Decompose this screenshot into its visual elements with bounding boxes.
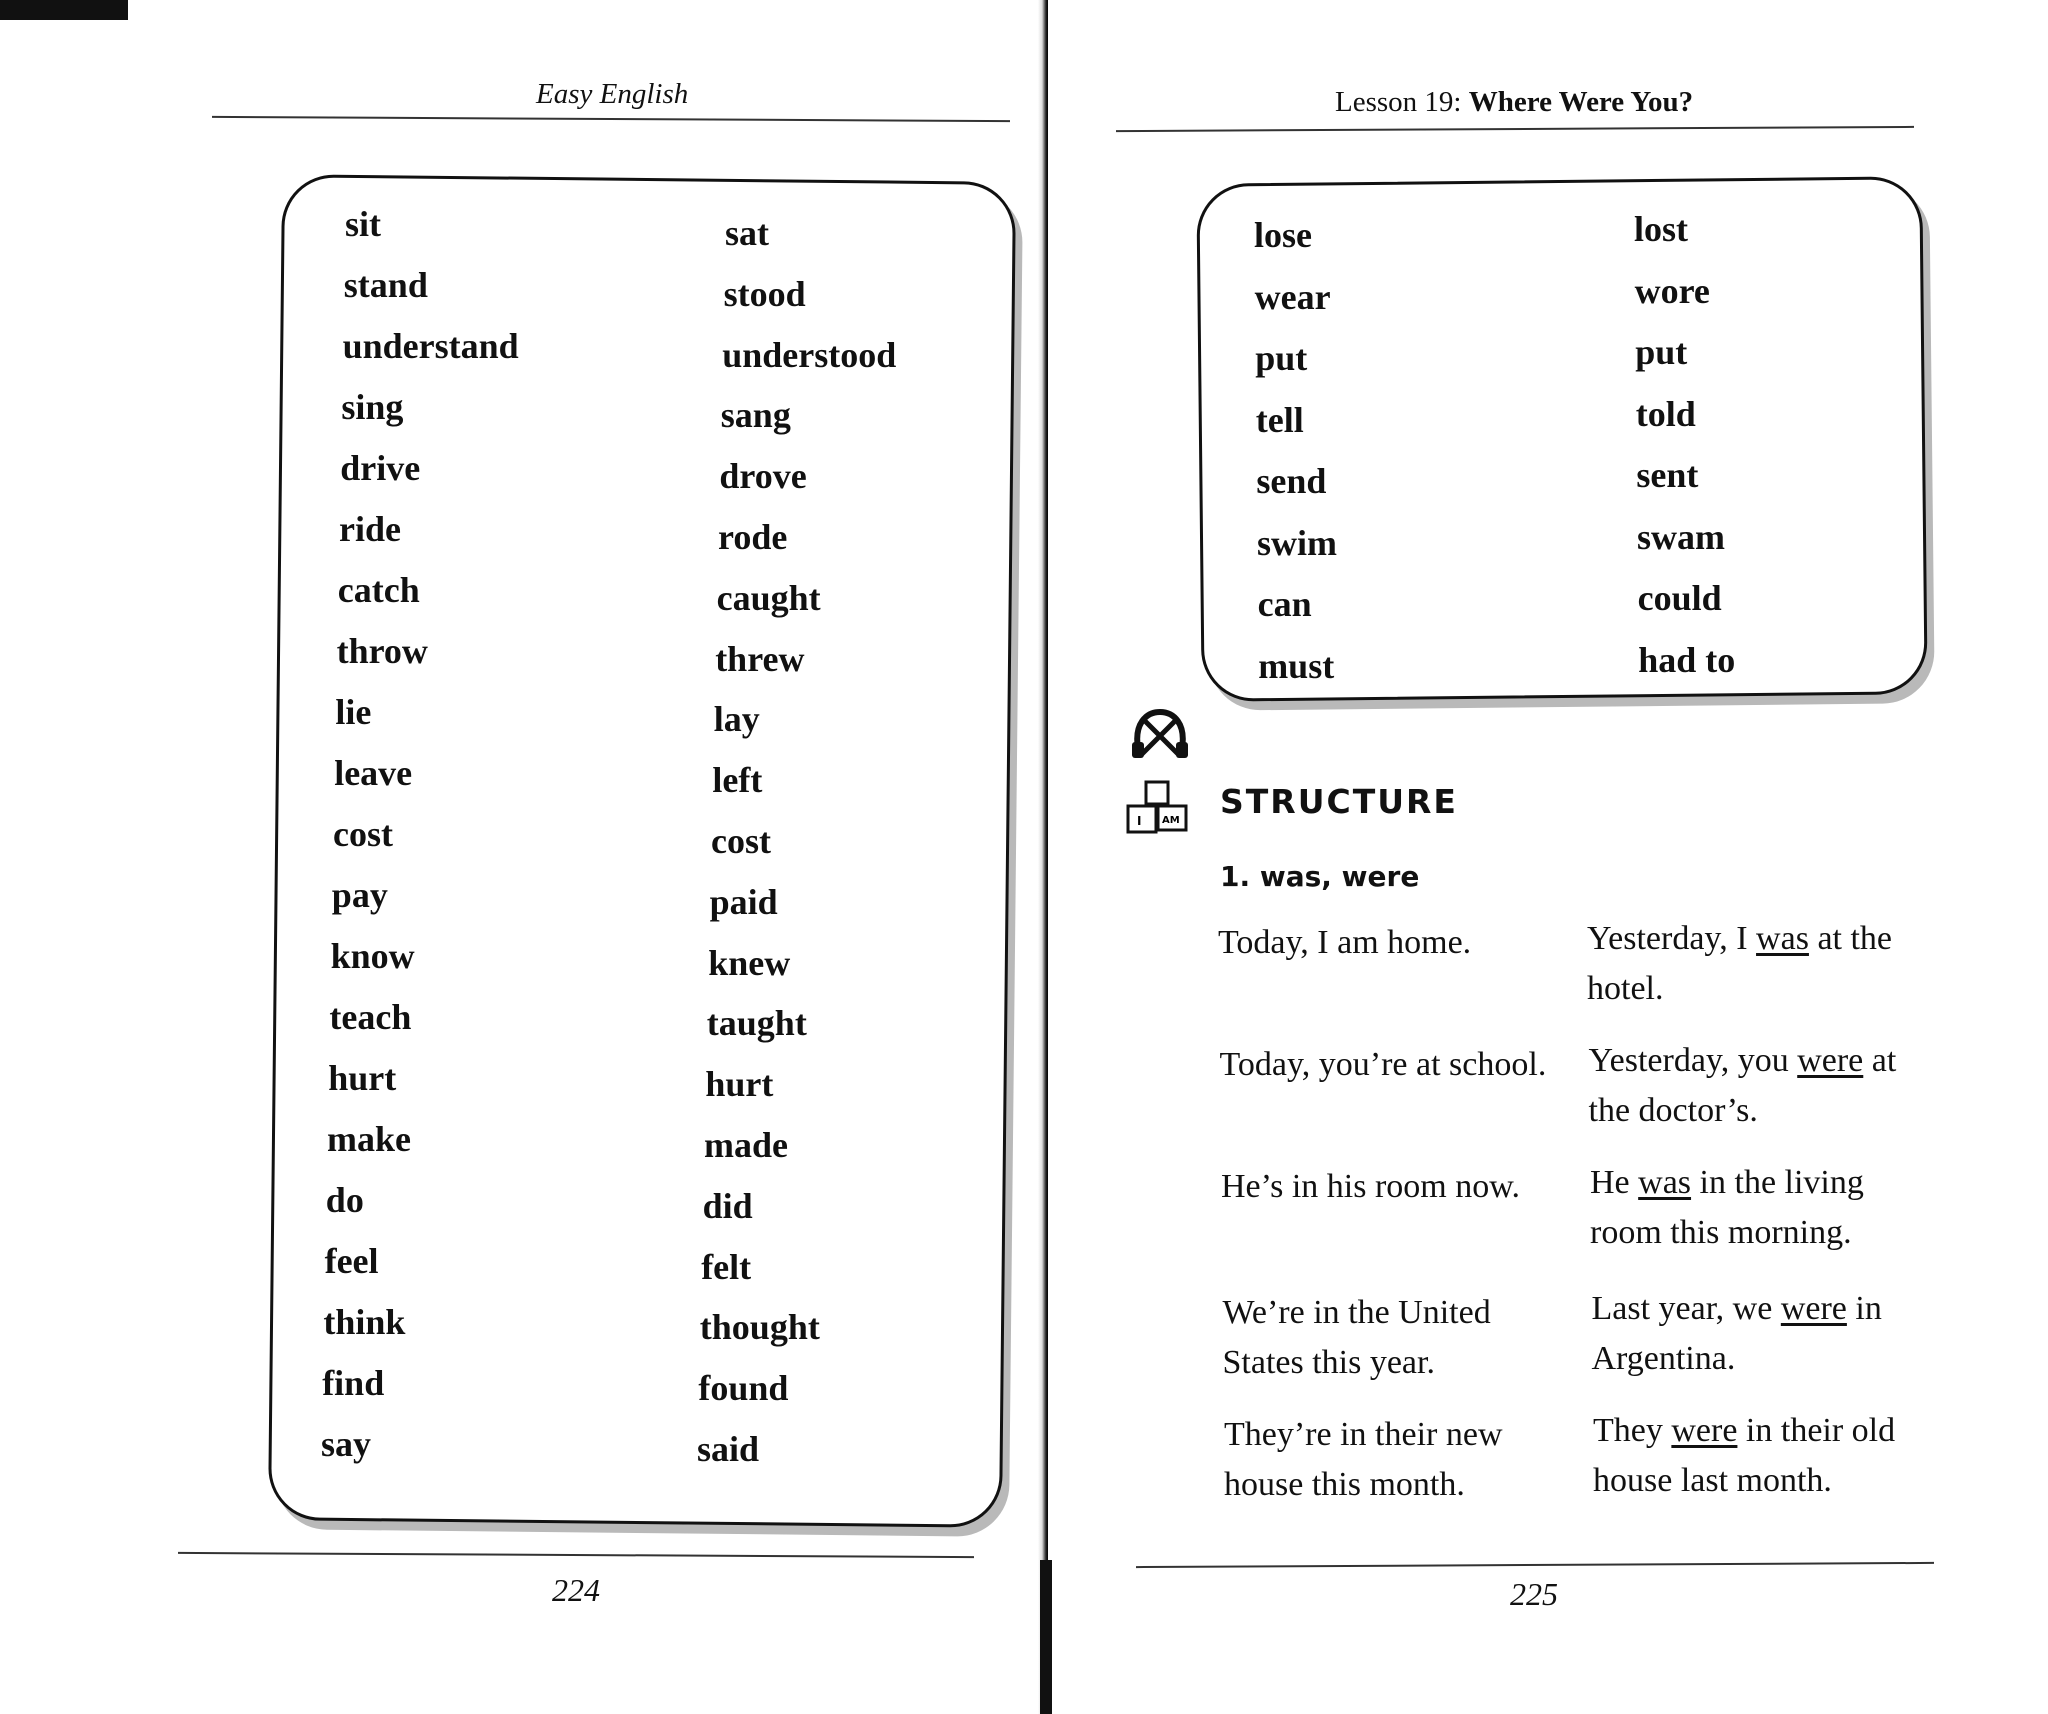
- example-key-verb: were: [1780, 1290, 1847, 1327]
- verb-base-form: must: [1258, 645, 1335, 686]
- verb-base-form: feel: [324, 1241, 379, 1281]
- verb-base-form: wear: [1254, 276, 1331, 317]
- verb-past-form: thought: [699, 1307, 820, 1348]
- example-past-text: They: [1593, 1412, 1672, 1449]
- verb-past-form: said: [697, 1429, 760, 1469]
- verb-past-form: could: [1637, 578, 1722, 618]
- verb-past-form: threw: [715, 638, 805, 679]
- verb-base-form: find: [322, 1363, 385, 1403]
- verb-base-form: do: [325, 1180, 364, 1220]
- headphones-icon: [1128, 704, 1192, 762]
- left-page-number: 224: [552, 1572, 600, 1608]
- verb-past-form: drove: [719, 456, 807, 497]
- book-spine-shadow: [1040, 1560, 1052, 1714]
- verb-past-form: had to: [1638, 639, 1736, 680]
- example-past: [1590, 1158, 1935, 1258]
- verb-base-form: swim: [1257, 522, 1337, 563]
- example-past: [1587, 914, 1932, 1014]
- example-past-text: in the living room this morning.: [1590, 1164, 1873, 1251]
- verb-past-form: wore: [1634, 270, 1710, 311]
- verb-base-form: tell: [1255, 399, 1304, 440]
- verb-base-form: make: [327, 1119, 411, 1159]
- verb-past-form: lay: [713, 699, 760, 740]
- blocks-icon: [1122, 778, 1192, 838]
- verb-past-form: sat: [725, 213, 769, 253]
- verb-base-form: send: [1256, 461, 1327, 501]
- right-page-number: 225: [1510, 1576, 1558, 1612]
- example-past-text: He: [1590, 1164, 1639, 1201]
- verb-base-form: stand: [343, 265, 428, 305]
- verb-base-form: teach: [329, 997, 412, 1037]
- verb-past-form: rode: [718, 517, 788, 557]
- verb-base-form: think: [323, 1302, 406, 1342]
- verb-base-form: understand: [342, 326, 519, 366]
- left-footer-rule: [178, 1552, 974, 1558]
- example-past-text: Yesterday, I: [1587, 920, 1757, 957]
- verb-past-form: made: [704, 1125, 788, 1165]
- book-spine: [1038, 0, 1048, 1714]
- verb-base-form: leave: [334, 753, 413, 793]
- verb-base-form: put: [1255, 338, 1308, 378]
- example-past-text: at the hotel.: [1587, 920, 1901, 1007]
- verb-base-form: sing: [341, 387, 404, 427]
- lesson-label: Lesson 19:: [1335, 86, 1462, 118]
- verb-past-form: caught: [716, 577, 821, 618]
- verb-past-form: paid: [709, 881, 778, 922]
- example-past: [1589, 1036, 1934, 1136]
- verb-past-form: cost: [711, 821, 771, 861]
- verb-past-form: sent: [1636, 455, 1699, 495]
- verb-past-form: swam: [1637, 516, 1725, 557]
- verb-base-form: lose: [1254, 215, 1312, 255]
- example-past-text: in Argentina.: [1591, 1290, 1889, 1377]
- verb-past-form: did: [702, 1185, 753, 1226]
- example-key-verb: was: [1638, 1164, 1692, 1201]
- example-past-text: at the doctor’s.: [1588, 1042, 1905, 1129]
- verb-past-form: understood: [722, 334, 897, 375]
- left-header-rule: [212, 116, 1010, 122]
- example-past-text: Last year, we: [1591, 1290, 1781, 1327]
- left-page-header: Easy English: [536, 78, 689, 110]
- verb-base-form: can: [1257, 584, 1312, 624]
- verb-past-form: lost: [1634, 209, 1688, 249]
- verb-base-form: throw: [336, 631, 428, 671]
- right-header-rule: [1116, 126, 1914, 132]
- verb-base-form: pay: [331, 875, 388, 915]
- verb-base-form: cost: [333, 814, 393, 854]
- example-key-verb: were: [1797, 1042, 1864, 1079]
- verb-past-form: stood: [723, 273, 806, 314]
- example-past: [1592, 1284, 1937, 1384]
- verb-base-form: say: [321, 1424, 372, 1464]
- verb-base-form: hurt: [328, 1058, 397, 1098]
- example-present: Today, I am home.: [1218, 924, 1472, 961]
- verb-base-form: drive: [340, 448, 421, 488]
- verb-past-form: felt: [701, 1246, 752, 1287]
- verb-past-form: hurt: [705, 1064, 774, 1105]
- verb-base-form: catch: [337, 570, 420, 610]
- verb-past-form: left: [712, 760, 763, 801]
- subsection-title: 1. was, were: [1220, 860, 1420, 893]
- example-present: Today, you’re at school.: [1219, 1046, 1547, 1083]
- example-present: He’s in his room now.: [1221, 1168, 1521, 1205]
- right-footer-rule: [1136, 1562, 1934, 1568]
- verb-past-form: sang: [720, 395, 791, 436]
- scan-corner-mark: [0, 0, 128, 20]
- verb-past-form: put: [1635, 332, 1688, 372]
- verb-past-form: found: [698, 1368, 789, 1409]
- example-present: They’re in their new house this month.: [1224, 1416, 1503, 1503]
- example-key-verb: was: [1756, 920, 1809, 957]
- verb-past-form: told: [1635, 393, 1696, 434]
- example-past: [1593, 1406, 1938, 1506]
- verb-base-form: sit: [345, 204, 381, 244]
- verb-base-form: lie: [335, 692, 372, 732]
- structure-title: STRUCTURE: [1220, 782, 1458, 821]
- svg-text:AM: AM: [1162, 815, 1180, 826]
- right-page-header: [1335, 86, 1693, 119]
- example-past-text: Yesterday, you: [1588, 1042, 1798, 1079]
- example-key-verb: were: [1671, 1412, 1738, 1449]
- example-present: We’re in the United States this year.: [1222, 1294, 1491, 1381]
- svg-text:I: I: [1137, 814, 1142, 828]
- example-past-text: in their old house last month.: [1593, 1412, 1904, 1499]
- verb-past-form: knew: [708, 942, 791, 983]
- verb-base-form: ride: [339, 509, 401, 549]
- verb-past-form: taught: [706, 1003, 807, 1044]
- verb-base-form: know: [330, 936, 415, 976]
- lesson-title: Where Were You?: [1468, 86, 1694, 118]
